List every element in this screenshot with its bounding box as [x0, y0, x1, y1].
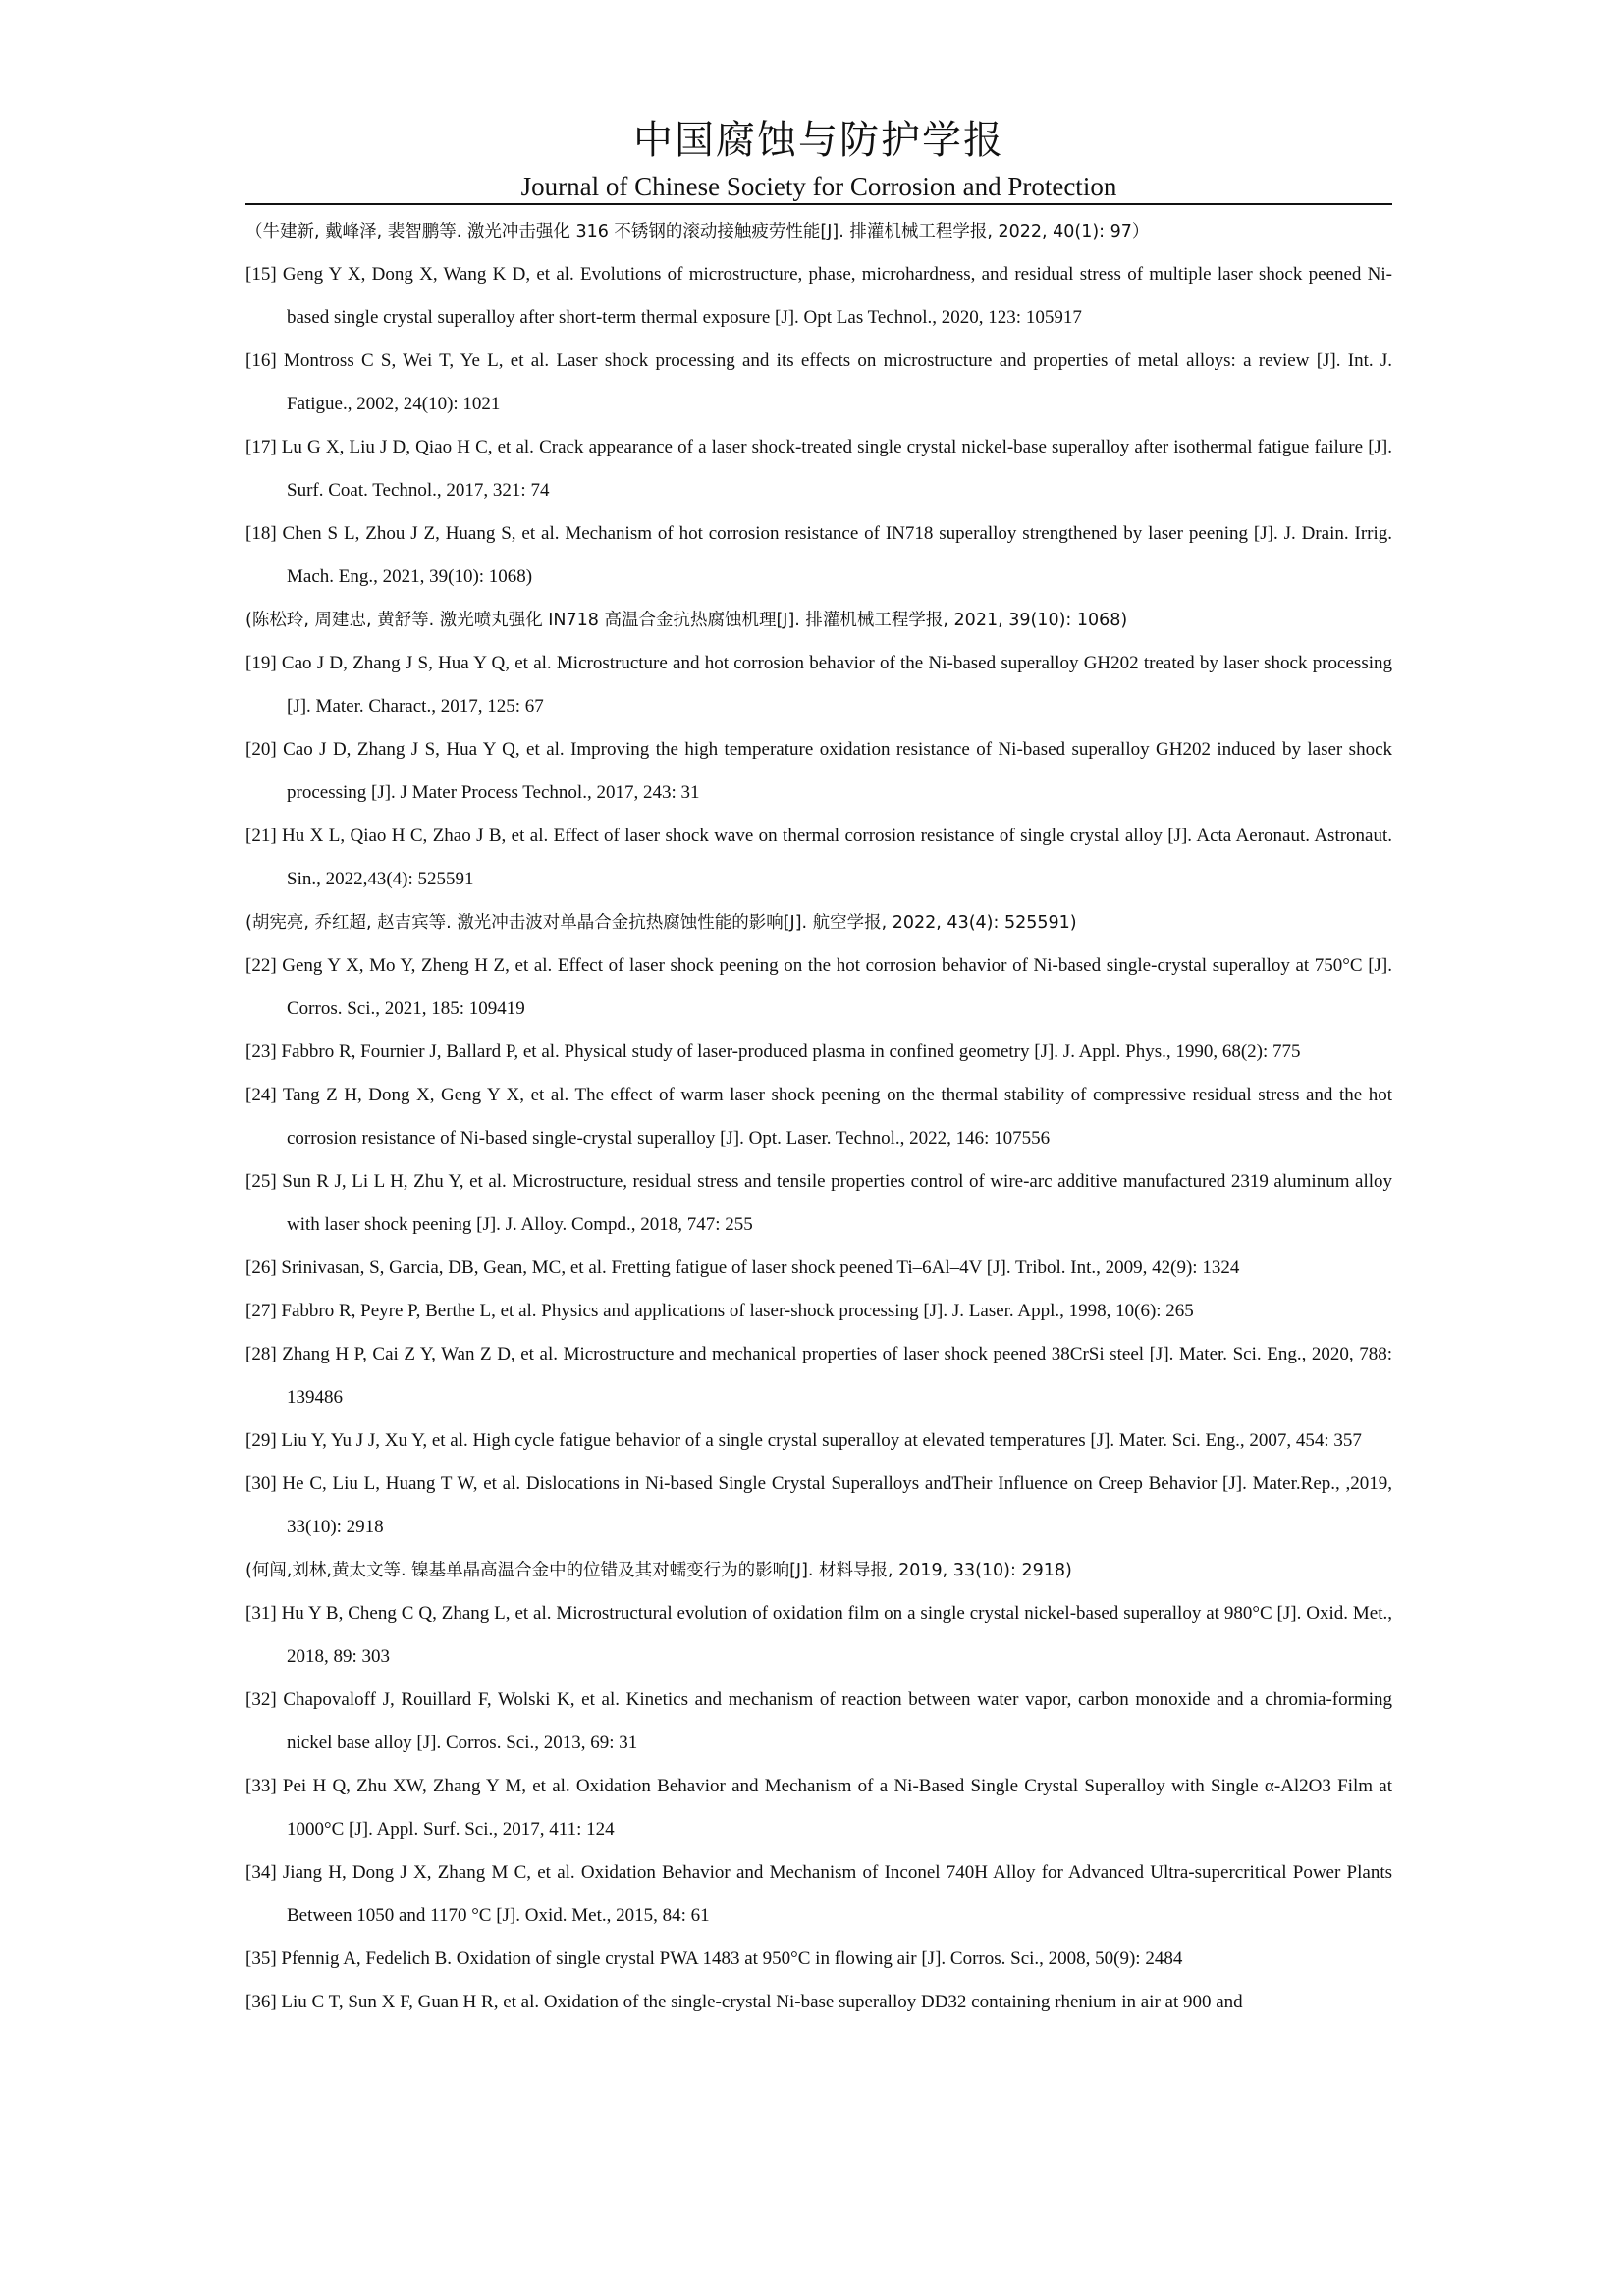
reference-text: Chapovaloff J, Rouillard F, Wolski K, et al. Kinetics and mechanism of reaction between water vapor, carbon monoxide and a chromia-forming nickel base alloy [J]. Corros. Sci., 2013, 69: 31: [283, 1689, 1392, 1753]
reference-text: Pfennig A, Fedelich B. Oxidation of single crystal PWA 1483 at 950°C in flowing air [J]. Corros. Sci., 2008, 50(9): 2484: [281, 1949, 1183, 1969]
reference-entry: [245, 340, 1392, 426]
reference-number: [25]: [245, 1171, 277, 1192]
reference-text: Lu G X, Liu J D, Qiao H C, et al. Crack appearance of a laser shock-treated single crystal nickel-base superalloy after isothermal fatigue failure [J]. Surf. Coat. Technol., 2017, 321: 74: [281, 437, 1393, 501]
reference-number: [17]: [245, 437, 277, 457]
reference-number: [31]: [245, 1603, 277, 1624]
reference-text: Pei H Q, Zhu XW, Zhang Y M, et al. Oxidation Behavior and Mechanism of a Ni-Based Single Crystal Superalloy with Single α-Al2O3 Film at 1000°C [J]. Appl. Surf. Sci., 2017, 411: 124: [282, 1776, 1393, 1840]
reference-entry: [245, 253, 1392, 340]
reference-number: [33]: [245, 1776, 277, 1796]
reference-text: Liu C T, Sun X F, Guan H R, et al. Oxidation of the single-crystal Ni-base superalloy DD32 containing rhenium in air at 900 and: [281, 1992, 1243, 2012]
reference-entry: [245, 1938, 1392, 1981]
reference-text: Liu Y, Yu J J, Xu Y, et al. High cycle fatigue behavior of a single crystal superalloy at elevated temperatures [J]. Mater. Sci. Eng., 2007, 454: 357: [281, 1430, 1362, 1451]
reference-number: [36]: [245, 1992, 277, 2012]
reference-entry: [245, 1247, 1392, 1290]
reference-number: [35]: [245, 1949, 277, 1969]
reference-entry: [245, 1333, 1392, 1419]
reference-entry: [245, 1765, 1392, 1851]
reference-entry: [245, 944, 1392, 1031]
reference-number: [16]: [245, 350, 277, 371]
journal-title-cn: 中国腐蚀与防护学报: [633, 118, 1004, 163]
journal-title-en: Journal of Chinese Society for Corrosion and Protection: [520, 172, 1117, 201]
reference-entry: [245, 426, 1392, 512]
reference-number: [20]: [245, 739, 277, 760]
reference-number: [26]: [245, 1257, 277, 1278]
reference-number: [24]: [245, 1085, 277, 1105]
header-rule: [245, 203, 1392, 205]
reference-entry: [245, 1463, 1392, 1549]
reference-list: [245, 210, 1392, 2024]
reference-entry: [245, 1290, 1392, 1333]
reference-text: Zhang H P, Cai Z Y, Wan Z D, et al. Microstructure and mechanical properties of laser shock peened 38CrSi steel [J]. Mater. Sci. Eng., 2020, 788: 139486: [282, 1344, 1393, 1408]
reference-entry: [245, 1679, 1392, 1765]
reference-number: [30]: [245, 1473, 277, 1494]
translation-note: (何闯,刘林,黄太文等. 镍基单晶高温合金中的位错及其对蠕变行为的影响[J]. 材料导报, 2019, 33(10): 2918): [245, 1561, 1072, 1580]
reference-entry: [245, 728, 1392, 815]
journal-header: [245, 116, 1392, 204]
reference-text: Srinivasan, S, Garcia, DB, Gean, MC, et al. Fretting fatigue of laser shock peened Ti–6Al–4V [J]. Tribol. Int., 2009, 42(9): 1324: [281, 1257, 1240, 1278]
reference-text: Tang Z H, Dong X, Geng Y X, et al. The effect of warm laser shock peening on the thermal stability of compressive residual stress and the hot corrosion resistance of Ni-based single-crystal superalloy [J]. Opt. Laser. Technol., 2022, 146: 107556: [282, 1085, 1392, 1148]
reference-number: [28]: [245, 1344, 277, 1364]
reference-entry: [245, 1851, 1392, 1938]
reference-text: He C, Liu L, Huang T W, et al. Dislocations in Ni-based Single Crystal Superalloys andTheir Influence on Creep Behavior [J]. Mater.Rep., ,2019, 33(10): 2918: [282, 1473, 1393, 1537]
reference-text: Chen S L, Zhou J Z, Huang S, et al. Mechanism of hot corrosion resistance of IN718 superalloy strengthened by laser peening [J]. J. Drain. Irrig. Mach. Eng., 2021, 39(10): 1068): [282, 523, 1393, 587]
reference-number: [29]: [245, 1430, 277, 1451]
reference-number: [21]: [245, 826, 277, 846]
reference-entry: [245, 1419, 1392, 1463]
reference-number: [23]: [245, 1041, 277, 1062]
reference-entry: [245, 1592, 1392, 1679]
reference-entry: [245, 1031, 1392, 1074]
translation-note: （牛建新, 戴峰泽, 裴智鹏等. 激光冲击强化 316 不锈钢的滚动接触疲劳性能[J]. 排灌机械工程学报, 2022, 40(1): 97）: [245, 222, 1150, 241]
reference-entry: [245, 1074, 1392, 1160]
reference-number: [34]: [245, 1862, 277, 1883]
reference-text: Hu Y B, Cheng C Q, Zhang L, et al. Microstructural evolution of oxidation film on a single crystal nickel-based superalloy at 980°C [J]. Oxid. Met., 2018, 89: 303: [281, 1603, 1393, 1667]
reference-number: [27]: [245, 1301, 277, 1321]
reference-number: [15]: [245, 264, 277, 285]
reference-entry: [245, 1981, 1392, 2024]
reference-number: [32]: [245, 1689, 277, 1710]
reference-number: [18]: [245, 523, 277, 544]
reference-number: [19]: [245, 653, 277, 673]
reference-text: Geng Y X, Dong X, Wang K D, et al. Evolutions of microstructure, phase, microhardness, and residual stress of multiple laser shock peened Ni-based single crystal superalloy after short-term thermal exposure [J]. Opt Las Technol., 2020, 123: 105917: [282, 264, 1392, 328]
reference-text: Fabbro R, Fournier J, Ballard P, et al. Physical study of laser-produced plasma in confined geometry [J]. J. Appl. Phys., 1990, 68(2): 775: [281, 1041, 1301, 1062]
reference-text: Fabbro R, Peyre P, Berthe L, et al. Physics and applications of laser-shock processing [J]. J. Laser. Appl., 1998, 10(6): 265: [281, 1301, 1194, 1321]
reference-text: Cao J D, Zhang J S, Hua Y Q, et al. Microstructure and hot corrosion behavior of the Ni-based superalloy GH202 treated by laser shock processing [J]. Mater. Charact., 2017, 125: 67: [281, 653, 1392, 717]
translation-note: (胡宪亮, 乔红超, 赵吉宾等. 激光冲击波对单晶合金抗热腐蚀性能的影响[J]. 航空学报, 2022, 43(4): 525591): [245, 913, 1077, 933]
reference-entry: [245, 642, 1392, 728]
reference-text: Cao J D, Zhang J S, Hua Y Q, et al. Improving the high temperature oxidation resistance of Ni-based superalloy GH202 induced by laser shock processing [J]. J Mater Process Technol., 2017, 243: 31: [283, 739, 1393, 803]
reference-text: Sun R J, Li L H, Zhu Y, et al. Microstructure, residual stress and tensile properties control of wire-arc additive manufactured 2319 aluminum alloy with laser shock peening [J]. J. Alloy. Compd., 2018, 747: 255: [282, 1171, 1393, 1235]
reference-entry: [245, 512, 1392, 599]
reference-text: Montross C S, Wei T, Ye L, et al. Laser shock processing and its effects on microstructure and properties of metal alloys: a review [J]. Int. J. Fatigue., 2002, 24(10): 1021: [283, 350, 1393, 414]
translation-note: (陈松玲, 周建忠, 黄舒等. 激光喷丸强化 IN718 高温合金抗热腐蚀机理[J]. 排灌机械工程学报, 2021, 39(10): 1068): [245, 611, 1128, 630]
reference-entry: [245, 1160, 1392, 1247]
reference-number: [22]: [245, 955, 277, 976]
reference-text: Hu X L, Qiao H C, Zhao J B, et al. Effect of laser shock wave on thermal corrosion resistance of single crystal alloy [J]. Acta Aeronaut. Astronaut. Sin., 2022,43(4): 525591: [282, 826, 1393, 889]
reference-text: Geng Y X, Mo Y, Zheng H Z, et al. Effect of laser shock peening on the hot corrosion behavior of Ni-based single-crystal superalloy at 750°C [J]. Corros. Sci., 2021, 185: 109419: [282, 955, 1392, 1019]
reference-entry: [245, 815, 1392, 901]
reference-text: Jiang H, Dong J X, Zhang M C, et al. Oxidation Behavior and Mechanism of Inconel 740H Alloy for Advanced Ultra-supercritical Power Plants Between 1050 and 1170 °C [J]. Oxid. Met., 2015, 84: 61: [282, 1862, 1393, 1926]
